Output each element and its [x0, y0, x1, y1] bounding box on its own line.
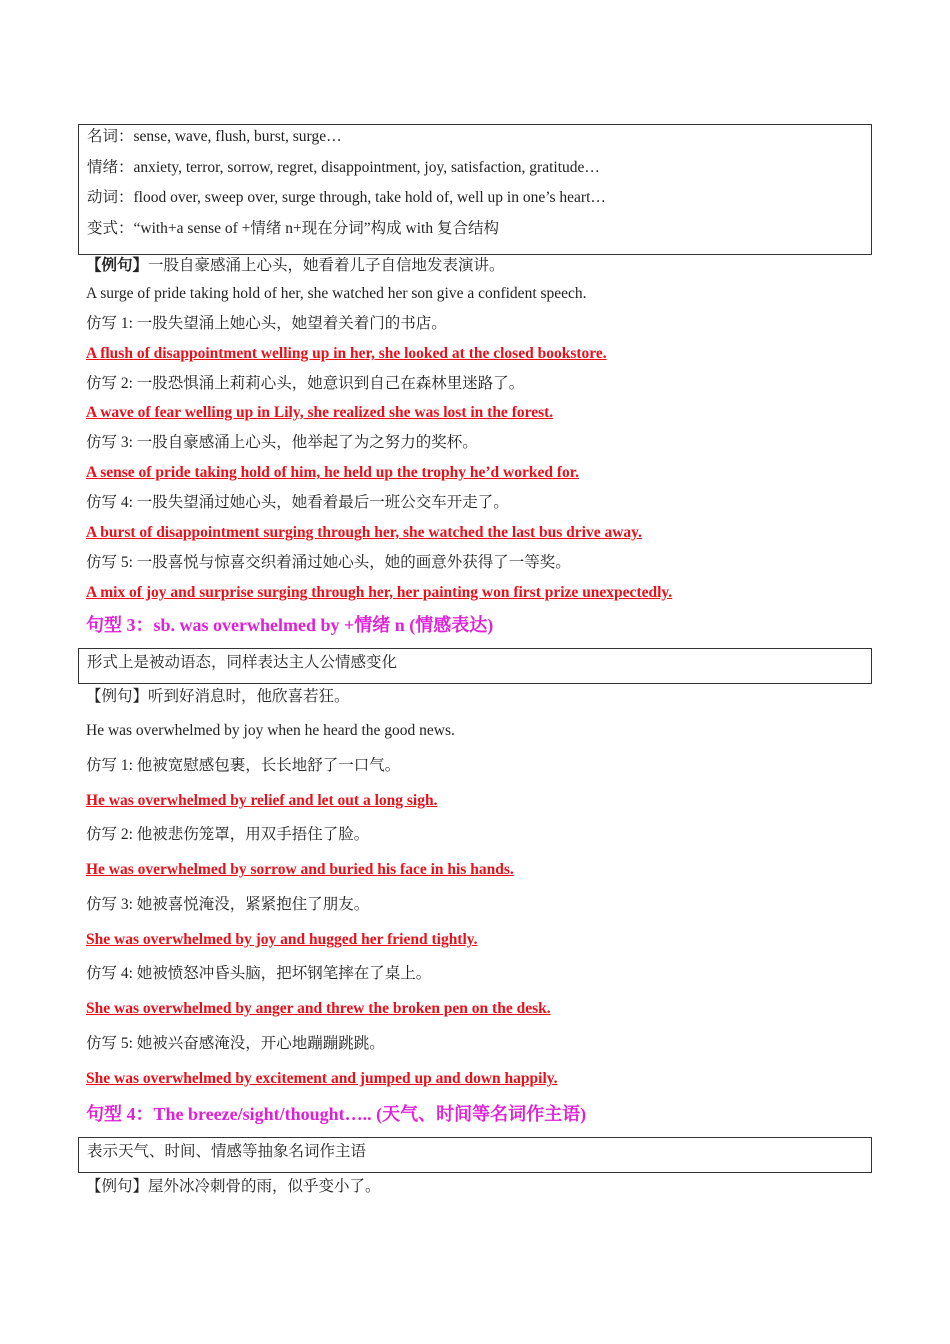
- verbs-line: 动词：flood over, sweep over, surge through, take hold of, well up in one’s heart…: [87, 189, 606, 206]
- exercise-answer: She was overwhelmed by excitement and jumped up and down happily.: [86, 1070, 558, 1087]
- section-4-heading: 句型 4：The breeze/sight/thought….. (天气、时间等名词作主语): [86, 1104, 587, 1124]
- section-4-note: 表示天气、时间、情感等抽象名词作主语: [87, 1143, 367, 1160]
- exercise-cn: 仿写 2: 一股恐惧涌上莉莉心头，她意识到自己在森林里迷路了。: [86, 375, 525, 392]
- exercise-cn: 仿写 1: 他被宽慰感包裹，长长地舒了一口气。: [86, 757, 401, 774]
- exercise-answer: A wave of fear welling up in Lily, she realized she was lost in the forest.: [86, 404, 554, 421]
- exercise-cn: 仿写 2: 他被悲伤笼罩，用双手捂住了脸。: [86, 826, 370, 843]
- exercise-cn: 仿写 3: 她被喜悦淹没，紧紧抱住了朋友。: [86, 896, 370, 913]
- nouns-line: 名词：sense, wave, flush, burst, surge…: [87, 128, 342, 145]
- exercise-cn: 仿写 1: 一股失望涌上她心头，她望着关着门的书店。: [86, 315, 447, 332]
- exercise-answer: She was overwhelmed by anger and threw the broken pen on the desk.: [86, 1000, 551, 1017]
- section-3-note: 形式上是被动语态，同样表达主人公情感变化: [87, 654, 398, 671]
- example-label: 【例句】: [86, 257, 149, 274]
- example-cn: [86, 256, 505, 276]
- exercise-cn: 仿写 3: 一股自豪感涌上心头，他举起了为之努力的奖杯。: [86, 434, 478, 451]
- section-3-heading: 句型 3：sb. was overwhelmed by +情绪 n (情感表达): [86, 615, 494, 635]
- example-cn: 【例句】屋外冰冷刺骨的雨，似乎变小了。: [86, 1178, 381, 1195]
- exercise-answer: A burst of disappointment surging through her, she watched the last bus drive away.: [86, 524, 642, 541]
- section-4-note-box: [78, 1137, 872, 1173]
- variant-line: 变式：“with+a sense of +情绪 n+现在分词”构成 with 复合结构: [87, 220, 499, 237]
- section-3-note-box: [78, 648, 872, 684]
- vocabulary-box: [78, 124, 872, 255]
- example-cn-text: 一股自豪感涌上心头，她看着儿子自信地发表演讲。: [148, 257, 505, 274]
- exercise-answer: A sense of pride taking hold of him, he held up the trophy he’d worked for.: [86, 464, 580, 481]
- example-en: He was overwhelmed by joy when he heard the good news.: [86, 722, 455, 739]
- exercise-cn: 仿写 5: 一股喜悦与惊喜交织着涌过她心头，她的画意外获得了一等奖。: [86, 554, 571, 571]
- exercise-cn: 仿写 4: 她被愤怒冲昏头脑，把坏钢笔摔在了桌上。: [86, 965, 432, 982]
- exercise-answer: He was overwhelmed by relief and let out a long sigh.: [86, 792, 438, 809]
- emotions-line: 情绪：anxiety, terror, sorrow, regret, disappointment, joy, satisfaction, gratitude…: [87, 159, 600, 176]
- exercise-answer: He was overwhelmed by sorrow and buried his face in his hands.: [86, 861, 514, 878]
- exercise-answer: A flush of disappointment welling up in her, she looked at the closed bookstore.: [86, 345, 607, 362]
- exercise-answer: She was overwhelmed by joy and hugged her friend tightly.: [86, 931, 478, 948]
- exercise-answer: A mix of joy and surprise surging through her, her painting won first prize unexpectedly.: [86, 584, 673, 601]
- exercise-cn: 仿写 4: 一股失望涌过她心头，她看着最后一班公交车开走了。: [86, 494, 509, 511]
- example-en: A surge of pride taking hold of her, she watched her son give a confident speech.: [86, 285, 587, 302]
- example-cn: 【例句】听到好消息时，他欣喜若狂。: [86, 688, 350, 705]
- exercise-cn: 仿写 5: 她被兴奋感淹没，开心地蹦蹦跳跳。: [86, 1035, 385, 1052]
